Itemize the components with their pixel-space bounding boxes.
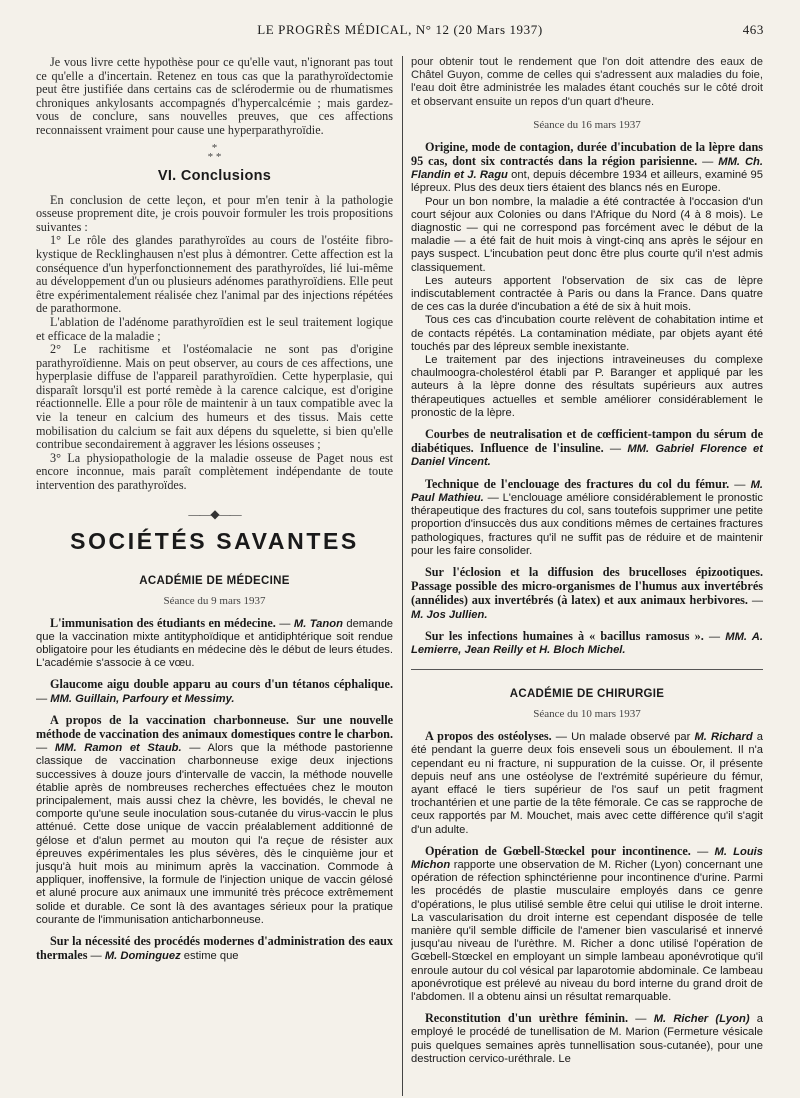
conclusion-paragraph: En conclusion de cette leçon, et pour m'en tenir à la pathologie osseuse proprement dite, je crois pouvoir formuler les trois propositions suivantes : [36, 192, 393, 234]
entry-authors: M. Paul Mathieu. [411, 478, 763, 504]
entry: A propos de la vaccination charbonneuse. Sur une nouvelle méthode de vaccination des animaux domestiques contre le charbon. — MM. Ramon et Staub. — Alors que la méthode pastorienne classique de vaccination charbonneuse exige deux injections successives à douze jours d'intervalle de vaccin, la méthode nouvelle établie après de nombreuses recherches effectuées chez le mouton principalement, mais aussi chez la chèvre, les bovidés, le cheval ne comporte qu'une seule inoculation sous-cutanée du virus-vaccin le plus atténué. Cette dose unique de vaccin préalablement additionné de gélose et d'alun permet au mouton qui l'a reçue de résister aux épreuves expérimentales les plus sévères, dès le cinquième jour et jusqu'à huit mois au minimum après la vaccination. Commode à appliquer, inoffensive, la formule de l'injection unique de vaccin gélosé et aluné procure aux animaux une immunité très précoce extrêmement solide et durable. Ce sont là des avantages sérieux pour la pratique courante de l'immunisation anticharbonneuse. [36, 712, 393, 926]
entry-paragraph: Pour un bon nombre, la maladie a été contractée à l'occasion d'un court séjour aux Colonies ou dans l'Afrique du Nord (4 à 8 mois). Le diagnostic — qui ne correspond pas forcément avec le début de la maladie — a été fait de huit mois à vingt-cinq ans après le séjour en pays suspect. L'incubation peut donc être plus courte qu'il n'est admis classiquement. [411, 195, 763, 274]
entry-body: a été pendant la guerre deux fois enseveli sous un éboulement. Il n'a cependant eu ni fracture, ni suppuration de la cuisse. Or, il présente depuis neuf ans une ostéolyse de l'extrémité supérieure du fémur, ayant effacé le tiers supérieur de l'os sauf un petit fragment trochantérien et une partie de la tête fémorale. Ce cas se rapproche de ceux rapportés par M. Mouchet, mais avec cette différence qu'il s'agit d'un adulte. [411, 731, 763, 836]
continuation-paragraph: pour obtenir tout le rendement que l'on doit attendre des eaux de Châtel Guyon, comme de celles qui s'adressent aux maladies du foie, l'eau doit être administrée les malades étant couchés sur le côté droit et observant ensuite un repos d'un quart d'heure. [411, 56, 763, 108]
entry-authors: MM. A. Lemierre, Jean Reilly et H. Bloch Michel. [411, 630, 763, 656]
academy-heading: ACADÉMIE DE MÉDECINE [139, 574, 290, 587]
seance-date: Séance du 10 mars 1937 [533, 708, 641, 721]
entry-body: rapporte une observation de M. Richer (Lyon) concernant une opération de réfection sphinctérienne pour incontinence d'urine. Parmi les procédés de plastie musculaire employés dans ce genre d'opérations, le plus utilisé semble être celui qui utilise le droit interne. La vascularisation du droit interne est cependant disposée de telle manière qu'il semble difficile de l'amener bien vascularisé et innervé jusqu'au niveau de l'urèthre. M. Richer a donc utilisé l'opération de Gœbell-Stœckel en employant un simple lambeau aponévrotique qu'il enroule autour du col vésical par laparotomie abdominale. Ce lambeau aponévrotique est prélevé au niveau du bord interne du grand droit de l'abdomen. Il a obtenu ainsi un résultat remarquable. [411, 858, 763, 1003]
entry-title: A propos des ostéolyses. [425, 729, 552, 744]
entry-body: — L'enclouage améliore considérablement le pronostic thérapeutique des fractures du col, sans toutefois supprimer une petite proportion d'insuccès dus aux conditions mêmes de certaines fractures pathologiques, fractures qu'il ne suffit pas de réduire et de maintenir pour les faire consolider. [411, 491, 763, 557]
entry-paragraph: Tous ces cas d'incubation courte relèvent de cohabitation intime et de contacts répétés. La contamination médiate, par objets ayant été touchés par des lépreux semble inexistante. [411, 314, 763, 353]
entry-title: Opération de Gœbell-Stœckel pour incontinence. [425, 843, 691, 858]
conclusion-paragraph: 3° La physiopathologie de la maladie osseuse de Paget nous est encore inconnue, mais paraît complètement indépendante de toute intervention des parathyroïdes. [36, 450, 393, 493]
entry: Origine, mode de contagion, durée d'incubation de la lèpre dans 95 cas, dont six contractés dans la région parisienne. — MM. Ch. Flandin et J. Ragu ont, depuis décembre 1934 et ailleurs, examiné 95 lépreux. Plus des deux tiers étaient des blancs nés en Europe. [411, 139, 763, 195]
entry-title: Sur l'éclosion et la diffusion des brucelloses épizootiques. Passage possible des micro-organismes de l'humus aux invertébrés (annélides) aux invertébrés (à latex) et aux animaux herbivores. [411, 564, 763, 608]
entry-title: Sur les infections humaines à « bacillus ramosus ». [425, 628, 704, 643]
entry: Technique de l'enclouage des fractures du col du fémur. — M. Paul Mathieu. — L'enclouage améliore considérablement le pronostic thérapeutique des fractures du col, sans toutefois supprimer une petite proportion d'insuccès dus aux conditions mêmes de certaines fractures pathologiques, fractures qu'il ne suffit pas de réduire et de maintenir pour les faire consolider. [411, 476, 763, 557]
entry-authors: M. Dominguez [104, 950, 181, 963]
entry: Sur l'éclosion et la diffusion des brucelloses épizootiques. Passage possible des micro-organismes de l'humus aux invertébrés (annélides) aux invertébrés (à latex) et aux animaux herbivores. — M. Jos Jullien. [411, 564, 763, 621]
entry-authors: M. Jos Jullien. [411, 608, 488, 621]
entry-paragraph: Les auteurs apportent l'observation de six cas de lèpre indiscutablement contractée à Paris ou dans la France. Dans quatre de ces cas la durée d'incubation a été de six à huit mois. [411, 274, 763, 314]
ornament-divider: ——◆—— [188, 506, 241, 521]
entry-authors: M. Richer (Lyon) [653, 1013, 750, 1026]
entry-authors: M. Louis Michon [411, 845, 763, 871]
conclusion-paragraph: L'ablation de l'adénome parathyroïdien est le seul traitement logique et efficace de la maladie ; [36, 314, 393, 343]
entry: Glaucome aigu double apparu au cours d'un tétanos céphalique. — MM. Guillain, Parfoury et Messimy. [36, 677, 393, 705]
page-header [36, 22, 764, 42]
entry-title: Origine, mode de contagion, durée d'incubation de la lèpre dans 95 cas, dont six contractés dans la région parisienne. [411, 139, 763, 169]
conclusion-paragraph: 1° Le rôle des glandes parathyroïdes au cours de l'ostéite fibro-kystique de Recklinghausen n'est plus à démontrer. Cette affection est la conséquence d'un hyperfonctionnement des parathyroïdes, lié lui-même au développement d'un ou plusieurs adénomes parathyroïdiens. Elle peut être expérimentalement réalisée chez l'animal par des injections répétées de parathormone. [36, 233, 393, 316]
entry-authors: M. Tanon [293, 617, 343, 630]
entry-title: A propos de la vaccination charbonneuse. Sur une nouvelle méthode de vaccination des animaux domestiques contre le charbon. [36, 712, 393, 742]
entry-title: Sur la nécessité des procédés modernes d'administration des eaux thermales [36, 934, 393, 963]
entry: Opération de Gœbell-Stœckel pour incontinence. — M. Louis Michon rapporte une observation de M. Richer (Lyon) concernant une opération de réfection sphinctérienne pour incontinence d'urine. Parmi les procédés de plastie musculaire employés dans ce genre d'opérations, le plus utilisé semble être celui qui utilise le droit interne. La vascularisation du droit interne est cependant disposée de telle manière qu'il semble difficile de l'amener bien vascularisé et innervé jusqu'au niveau de l'urèthre. M. Richer a donc utilisé l'opération de Gœbell-Stœckel en employant un simple lambeau aponévrotique qu'il enroule autour du col vésical par laparotomie abdominale. Ce lambeau aponévrotique est prélevé au niveau du bord interne du grand droit de l'abdomen. Il a obtenu ainsi un résultat remarquable. [411, 843, 763, 1003]
entry-body: a employé le procédé de tunellisation de M. Marion (Fermeture vésicale puis quelques semaines après tunnellisation sous-cutanée), pour une destruction cervico-uréthrale. Le [411, 1013, 763, 1065]
section-separator-stars: * * * [207, 141, 222, 163]
section-rule [411, 669, 763, 670]
right-column [411, 56, 763, 1088]
seance-date: Séance du 16 mars 1937 [533, 118, 641, 131]
entry-body-lead: Un malade observé par [571, 731, 691, 744]
entry-authors: M. Richard [694, 731, 753, 744]
column-divider [402, 56, 403, 1096]
entry-authors: MM. Ramon et Staub. [54, 742, 182, 755]
journal-running-title: LE PROGRÈS MÉDICAL, N° 12 (20 Mars 1937) [257, 22, 543, 37]
entry-title: Reconstitution d'un urèthre féminin. [425, 1011, 629, 1026]
entry: A propos des ostéolyses. — Un malade observé par M. Richard a été pendant la guerre deux fois enseveli sous un éboulement. Il n'a cependant eu ni fracture, ni suppuration de la cuisse. Or, il présente depuis neuf ans une ostéolyse de l'extrémité supérieure du fémur, ayant effacé le tiers supérieur de l'os sauf un petit fragment trochantérien et une partie de la tête fémorale. Ce cas se rapproche de ceux rapportés par M. Mouchet, mais avec cette différence qu'il s'agit d'un adulte. [411, 729, 763, 836]
entry-authors: MM. Guillain, Parfoury et Messimy. [50, 692, 235, 705]
entry-title: Courbes de neutralisation et de cœfficient-tampon du sérum de diabétiques. Influence de l'insuline. [411, 427, 763, 456]
entry-body: ont, depuis décembre 1934 et ailleurs, examiné 95 lépreux. Plus des deux tiers étaient des blancs nés en Europe. [411, 169, 763, 195]
entry: Reconstitution d'un urèthre féminin. — M. Richer (Lyon) a employé le procédé de tunellisation de M. Marion (Fermeture vésicale puis quelques semaines après tunnellisation sous-cutanée), pour une destruction cervico-uréthrale. Le [411, 1011, 763, 1065]
section-heading: VI. Conclusions [157, 167, 272, 184]
intro-paragraph: Je vous livre cette hypothèse pour ce qu'elle vaut, n'ignorant pas tout ce qu'elle a d'incertain. Retenez en tous cas que la parathyroïdectomie peut être justifiée dans certains cas de sclérodermie ou de rhumatismes chroniques ankylosants accompagnés d'hypercalcémie ; mais gardez-vous de conclure, sans nouvelles preuves, que ces affections reconnaissent vraiment pour cause une hyperparathyroïdie. [36, 56, 393, 137]
entry-body: demande que la vaccination mixte antityphoïdique et antidiphtérique soit rendue obligatoire pour les étudiants en médecine dès le début de leurs études. L'académie s'associe à ce vœu. [36, 617, 393, 670]
entry-authors: MM. Gabriel Florence et Daniel Vincent. [411, 443, 763, 469]
entry-body: estime que [183, 950, 239, 963]
entry-title: L'immunisation des étudiants en médecine. [50, 615, 276, 630]
societes-savantes-title: SOCIÉTÉS SAVANTES [70, 527, 359, 554]
left-column [36, 56, 393, 1088]
page-number: 463 [742, 22, 764, 37]
entry-body: Alors que la méthode pastorienne classique de vaccination charbonneuse exige deux injections successives à douze jours d'intervalle de vaccin, la méthode nouvelle établie après de nombreuses recherches effectuées chez le mouton principalement, mais aussi chez la chèvre, les bovidés, le cheval ne comporte qu'une seule inoculation sous-cutanée du virus-vaccin le plus atténué. Cette dose unique de vaccin préalablement additionné de gélose et d'alun permet au mouton qui l'a reçue de résister aux épreuves expérimentales les plus sévères, dès le cinquième jour et jusqu'à huit mois au minimum après la vaccination. Commode à appliquer, inoffensive, la formule de l'injection unique de vaccin gélosé et aluné procure aux animaux une immunité très précoce extrêmement solide et durable. Ce sont là des avantages sérieux pour la pratique courante de l'immunisation anticharbonneuse. [36, 742, 393, 926]
entry: Sur les infections humaines à « bacillus ramosus ». — MM. A. Lemierre, Jean Reilly et H. Bloch Michel. [411, 628, 763, 656]
entry: Courbes de neutralisation et de cœfficient-tampon du sérum de diabétiques. Influence de l'insuline. — MM. Gabriel Florence et Daniel Vincent. [411, 427, 763, 469]
entry: L'immunisation des étudiants en médecine. — M. Tanon demande que la vaccination mixte antityphoïdique et antidiphtérique soit rendue obligatoire pour les étudiants en médecine dès le début de leurs études. L'académie s'associe à ce vœu. [36, 615, 393, 670]
entry: Sur la nécessité des procédés modernes d'administration des eaux thermales — M. Dominguez estime que [36, 934, 393, 963]
seance-date: Séance du 9 mars 1937 [163, 594, 266, 607]
entry-title: Glaucome aigu double apparu au cours d'un tétanos céphalique. [50, 677, 393, 692]
academy-heading: ACADÉMIE DE CHIRURGIE [509, 688, 665, 701]
conclusion-paragraph: 2° Le rachitisme et l'ostéomalacie ne sont pas d'origine parathyroïdienne. Mais on peut observer, au cours de ces affections, une hyperplasie diffuse de l'appareil parathyroïdien. Cette hyperplasie, qui disparaît lorsqu'il est porté remède à la carence calcique, est d'origine réactionnelle. Elle a pour rôle de maintenir à un taux compatible avec la vie la teneur en calcium des humeurs et des tissus. Mais cette mobilisation du calcium se fait aux dépens du squelette, si bien qu'elle contribue secondairement à aggraver les lésions osseuses ; [36, 342, 393, 452]
entry-authors: MM. Ch. Flandin et J. Ragu [411, 156, 763, 182]
entry-paragraph: Le traitement par des injections intraveineuses du complexe chaulmoogra-cholestérol établi par P. Baranger et appliqué par les auteurs à la lèpre donne des résultats supérieurs aux autres thérapeutiques actuelles et semble améliorer considérablement le pronostic de la lèpre. [411, 354, 763, 419]
entry-title: Technique de l'enclouage des fractures du col du fémur. [425, 476, 730, 491]
